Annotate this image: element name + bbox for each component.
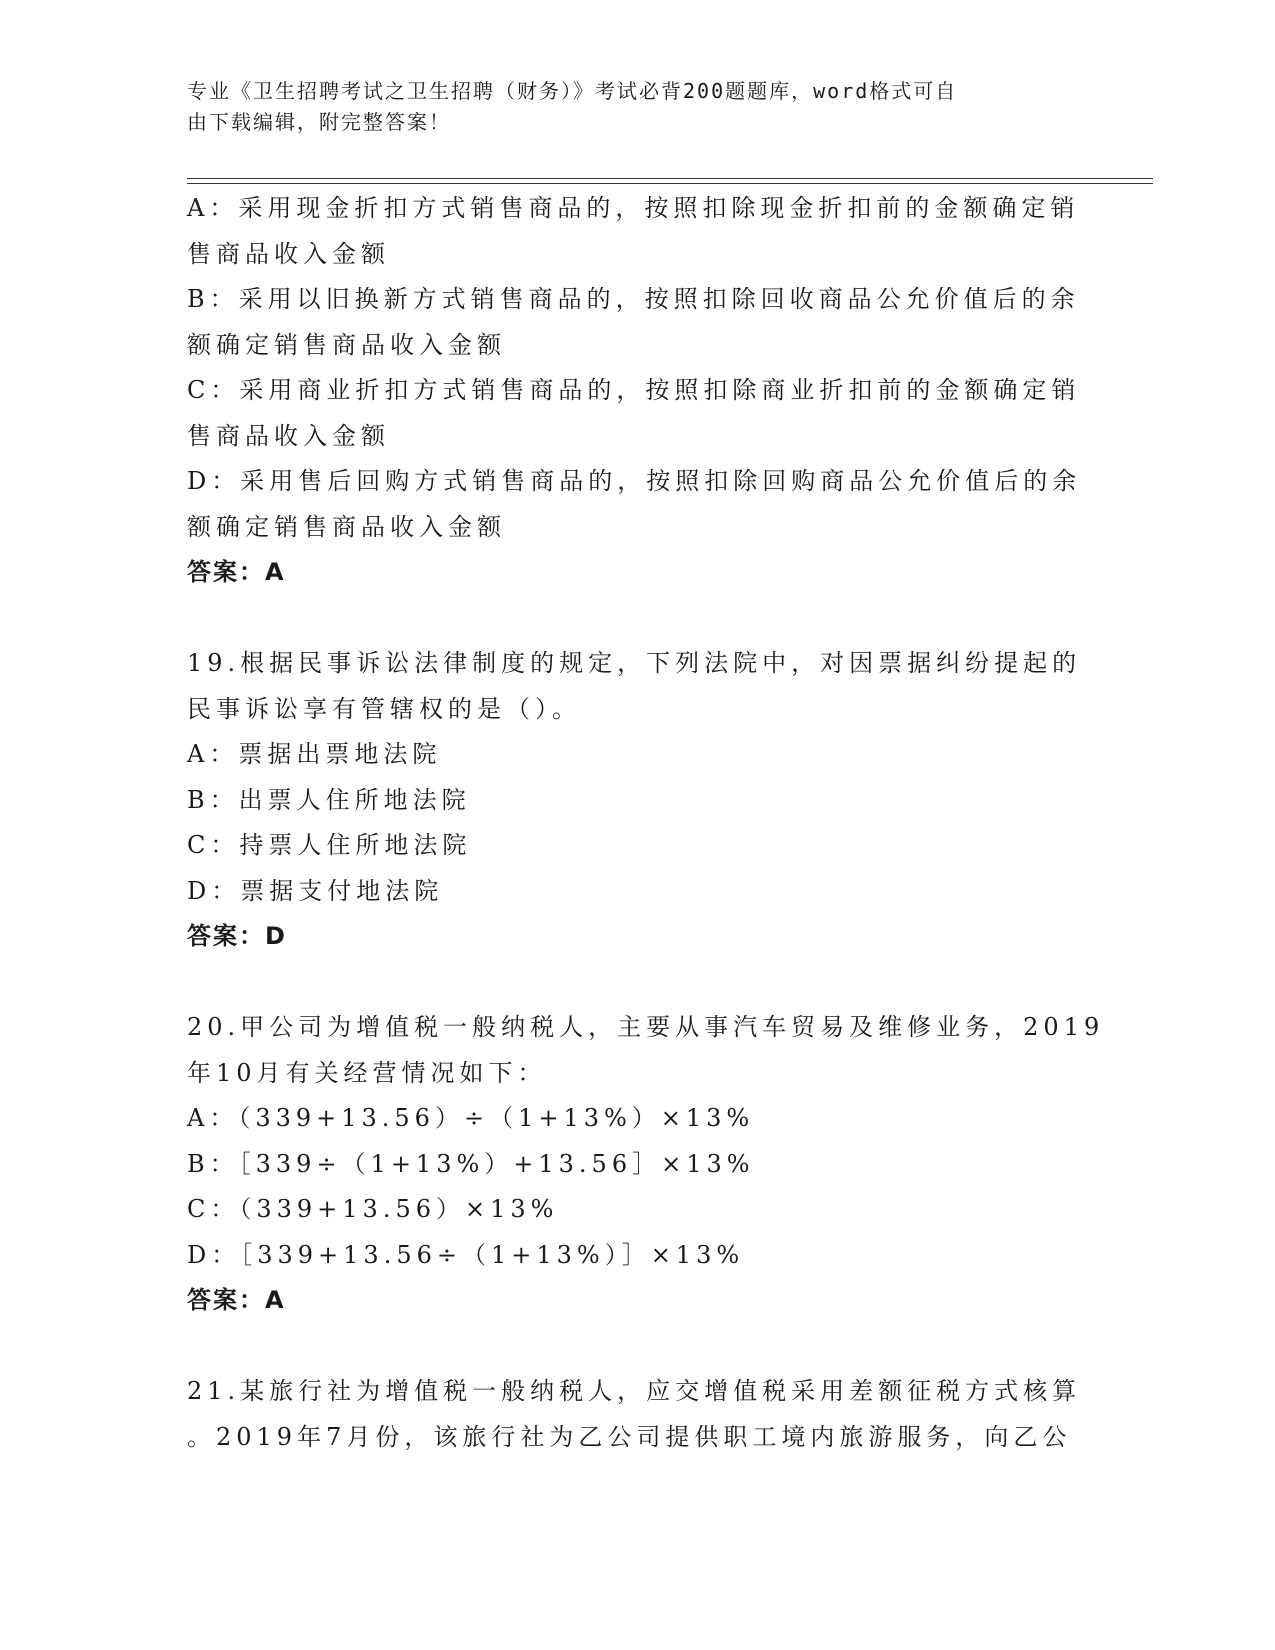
option-a-line-1: A：采用现金折扣方式销售商品的，按照扣除现金折扣前的金额确定销 xyxy=(187,194,1080,222)
question-19 xyxy=(187,641,1087,960)
header-divider-bottom xyxy=(187,183,1153,184)
question-18-options xyxy=(187,186,1087,596)
header-divider-top xyxy=(187,178,1153,179)
option-d: D：票据支付地法院 xyxy=(187,876,444,905)
option-d: D：［339+13.56÷（1+13%）］×13% xyxy=(187,1240,745,1269)
spacer xyxy=(187,1324,1087,1370)
question-20-stem-line-1: 20.甲公司为增值税一般纳税人，主要从事汽车贸易及维修业务，2019 xyxy=(187,1013,1105,1041)
question-21-stem-line-1: 21.某旅行社为增值税一般纳税人，应交增值税采用差额征税方式核算 xyxy=(187,1377,1082,1405)
option-a: A：（339+13.56）÷（1+13%）×13% xyxy=(187,1104,755,1132)
option-a-line-2: 售商品收入金额 xyxy=(187,239,390,268)
question-20-stem-line-2: 年10月有关经营情况如下： xyxy=(187,1058,547,1087)
question-19-stem-line-2: 民事诉讼享有管辖权的是（）。 xyxy=(187,694,581,723)
option-d-line-2: 额确定销售商品收入金额 xyxy=(187,512,506,541)
document-body xyxy=(187,186,1105,1460)
option-c: C：（339+13.56）×13% xyxy=(187,1195,559,1223)
document-header xyxy=(187,76,1067,138)
option-c-line-2: 售商品收入金额 xyxy=(187,421,390,450)
header-line-2: 由下载编辑，附完整答案！ xyxy=(187,110,451,134)
question-19-stem-line-1: 19.根据民事诉讼法律制度的规定，下列法院中，对因票据纠纷提起的 xyxy=(187,649,1082,677)
spacer xyxy=(187,596,1087,642)
answer-19: 答案：D xyxy=(187,922,287,950)
option-c-line-1: C：采用商业折扣方式销售商品的，按照扣除商业折扣前的金额确定销 xyxy=(187,376,1081,404)
spacer xyxy=(187,960,1087,1006)
option-a: A：票据出票地法院 xyxy=(187,740,442,768)
question-21-stem-line-2: 。2019年7月份，该旅行社为乙公司提供职工境内旅游服务，向乙公 xyxy=(187,1422,1072,1451)
option-b: B：出票人住所地法院 xyxy=(187,785,471,814)
option-b-line-1: B：采用以旧换新方式销售商品的，按照扣除回收商品公允价值后的余 xyxy=(187,285,1080,313)
option-b-line-2: 额确定销售商品收入金额 xyxy=(187,330,506,359)
option-b: B：［339÷（1+13%）+13.56］×13% xyxy=(187,1149,755,1178)
header-line-1: 专业《卫生招聘考试之卫生招聘（财务）》考试必背200题题库，word格式可自 xyxy=(187,79,958,103)
option-d-line-1: D：采用售后回购方式销售商品的，按照扣除回购商品公允价值后的余 xyxy=(187,467,1082,495)
option-c: C：持票人住所地法院 xyxy=(187,831,472,859)
answer-20: 答案：A xyxy=(187,1286,286,1314)
answer-18: 答案：A xyxy=(187,558,286,586)
question-21 xyxy=(187,1369,1087,1460)
question-20 xyxy=(187,1005,1105,1324)
